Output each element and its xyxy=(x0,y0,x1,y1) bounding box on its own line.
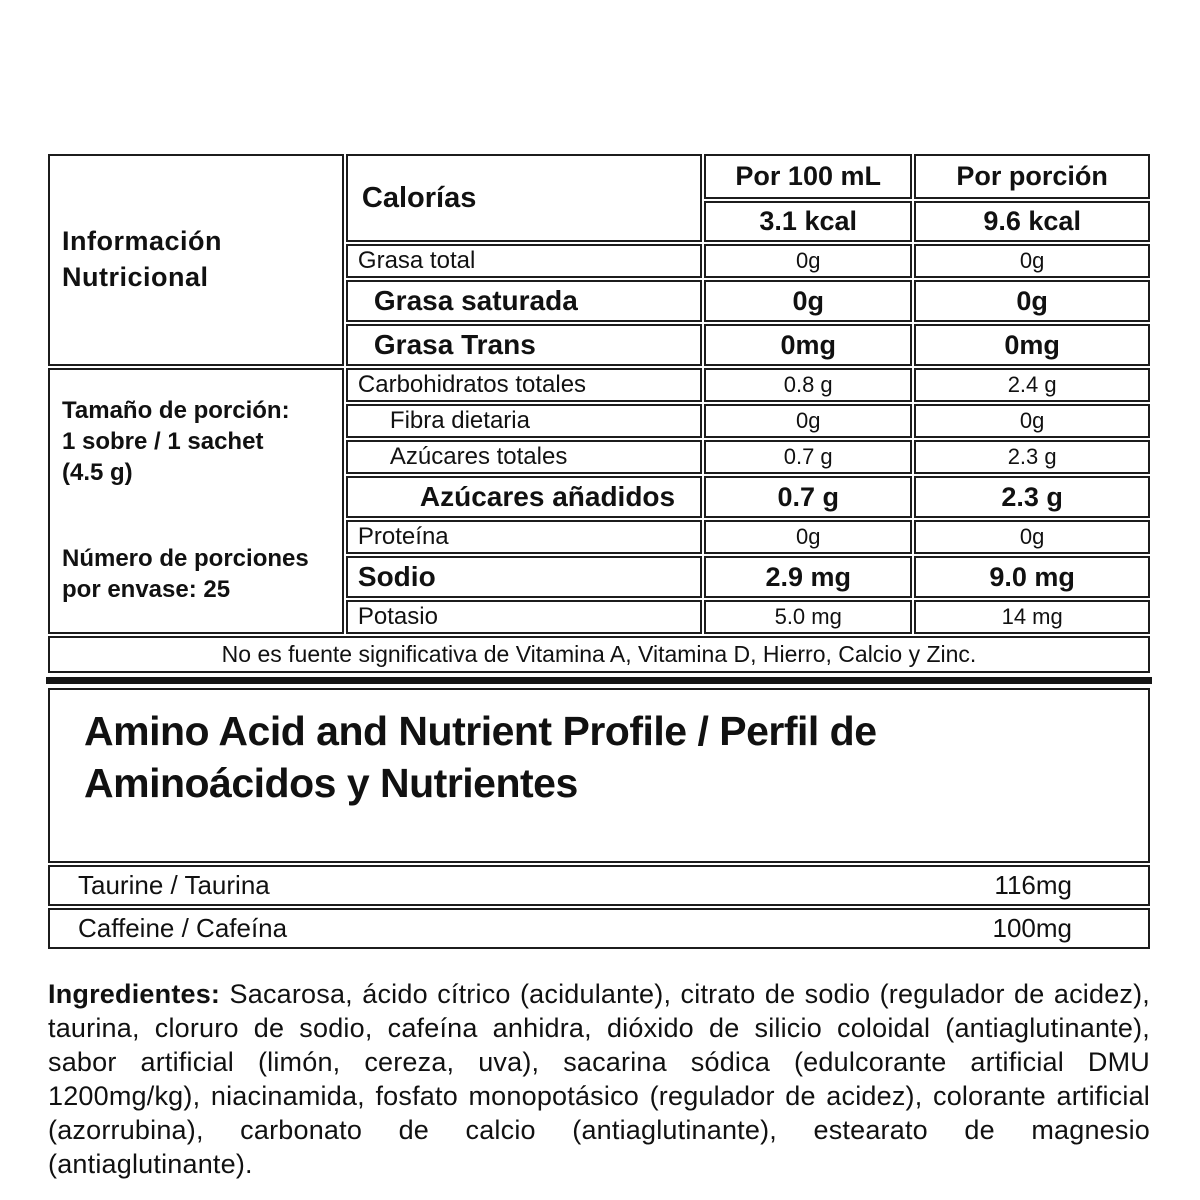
nutrition-table xyxy=(46,152,1152,675)
ingredients-label: Ingredientes: xyxy=(48,979,221,1010)
column-header-per-portion: Por porción xyxy=(914,154,1150,199)
nutrient-label: Grasa Trans xyxy=(346,324,702,366)
nutrient-value-portion: 2.3 g xyxy=(914,476,1150,518)
nutrient-label: Grasa total xyxy=(346,244,702,278)
serving-size-weight: (4.5 g) xyxy=(62,458,133,486)
amino-heading-row xyxy=(48,688,1150,863)
nutrient-label: Azúcares totales xyxy=(346,440,702,474)
calories-per-100ml: 3.1 kcal xyxy=(704,201,912,242)
serving-size-value: 1 sobre / 1 sachet xyxy=(62,427,264,455)
nutrient-value-portion: 9.0 mg xyxy=(914,556,1150,598)
amino-label: Taurine / Taurina xyxy=(78,870,270,901)
ingredients-paragraph xyxy=(48,977,1150,1181)
nutrient-label: Proteína xyxy=(346,520,702,554)
nutrient-value-100ml: 0.7 g xyxy=(704,440,912,474)
amino-acid-table xyxy=(46,686,1152,951)
amino-value: 116mg xyxy=(994,870,1072,901)
nutrient-value-100ml: 0g xyxy=(704,244,912,278)
nutrient-label: Carbohidratos totales xyxy=(346,368,702,402)
serving-size-label: Tamaño de porción: xyxy=(62,397,290,425)
nutrient-value-portion: 0g xyxy=(914,280,1150,322)
nutrient-value-100ml: 0g xyxy=(704,280,912,322)
nutrient-value-portion: 0g xyxy=(914,244,1150,278)
nutrient-value-100ml: 0.7 g xyxy=(704,476,912,518)
nutrient-value-portion: 0g xyxy=(914,520,1150,554)
nutrient-label: Sodio xyxy=(346,556,702,598)
nutrient-value-portion: 0mg xyxy=(914,324,1150,366)
nutrient-value-portion: 0g xyxy=(914,404,1150,438)
nutrient-label: Grasa saturada xyxy=(346,280,702,322)
nutrient-value-100ml: 5.0 mg xyxy=(704,600,912,634)
amino-label: Caffeine / Cafeína xyxy=(78,913,288,944)
table-row xyxy=(48,865,1150,906)
ingredients-text: Sacarosa, ácido cítrico (acidulante), citrato de sodio (regulador de acidez), taurina, cloruro de sodio, cafeína anhidra, dióxido de silicio coloidal (antiaglutinante), sabor artificial (limón, cereza, uva), sacarina sódica (edulcorante artificial DMU 1200mg/kg), niacinamida, fosfato monopotásico (regulador de acidez), colorante artificial (azorrubina), carbonato de calcio (antiaglutinante), estearato de magnesio (antiaglutinante). xyxy=(48,979,1150,1180)
nutrient-label: Azúcares añadidos xyxy=(346,476,702,518)
nutrient-label: Potasio xyxy=(346,600,702,634)
calories-label: Calorías xyxy=(346,154,702,242)
nutrient-label: Fibra dietaria xyxy=(346,404,702,438)
amino-value: 100mg xyxy=(992,913,1072,944)
servings-per-container: Número de porciones por envase: 25 xyxy=(62,545,309,604)
table-header-row xyxy=(48,154,1150,199)
nutrition-label xyxy=(46,152,1152,1181)
nutrient-value-100ml: 2.9 mg xyxy=(704,556,912,598)
nutrient-value-100ml: 0g xyxy=(704,520,912,554)
no-significant-source-note: No es fuente significativa de Vitamina A, Vitamina D, Hierro, Calcio y Zinc. xyxy=(48,636,1150,673)
nutrition-facts-title: Información Nutricional xyxy=(48,154,344,366)
nutrient-value-100ml: 0g xyxy=(704,404,912,438)
footnote-row xyxy=(48,636,1150,673)
nutrient-value-100ml: 0.8 g xyxy=(704,368,912,402)
section-divider-bar xyxy=(46,677,1152,684)
nutrient-value-100ml: 0mg xyxy=(704,324,912,366)
table-row xyxy=(48,908,1150,949)
calories-per-portion: 9.6 kcal xyxy=(914,201,1150,242)
nutrient-value-portion: 2.3 g xyxy=(914,440,1150,474)
nutrient-value-portion: 2.4 g xyxy=(914,368,1150,402)
amino-section-title: Amino Acid and Nutrient Profile / Perfil de Aminoácidos y Nutrientes xyxy=(48,688,1150,863)
nutrient-value-portion: 14 mg xyxy=(914,600,1150,634)
table-row xyxy=(48,368,1150,402)
column-header-per-100ml: Por 100 mL xyxy=(704,154,912,199)
serving-info-cell xyxy=(48,368,344,634)
